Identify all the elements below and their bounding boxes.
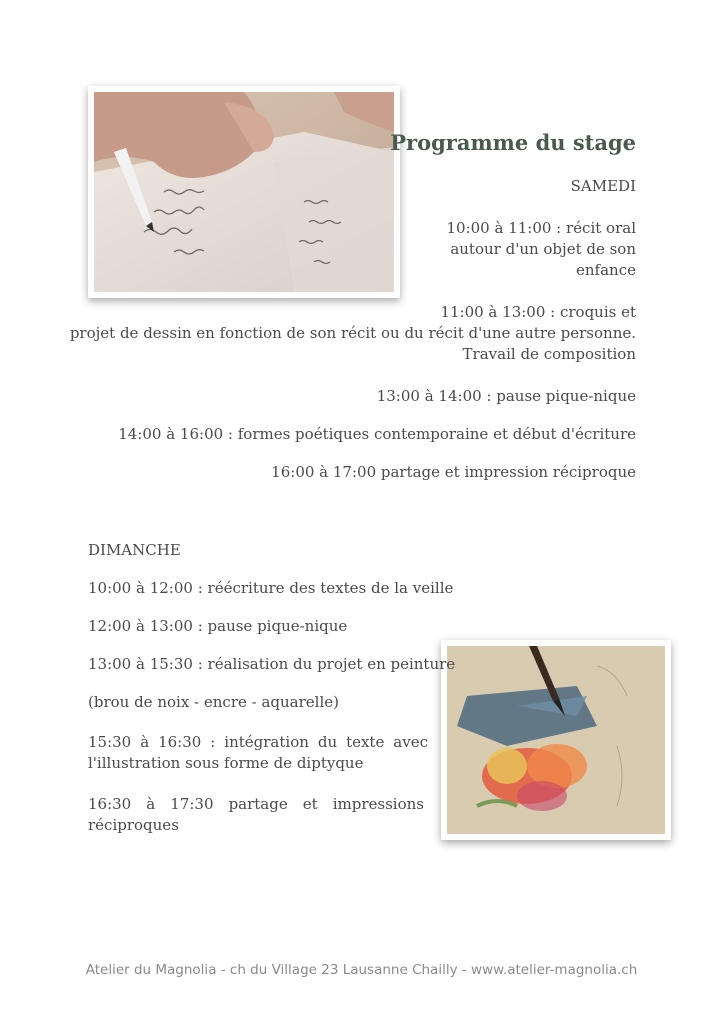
dimanche-item: 16:30 à 17:30 partage et impressions réciproques (88, 795, 424, 834)
samedi-item: 11:00 à 13:00 : croquis et projet de dessin en fonction de son récit ou du récit d'une autre personne. Travail de composition (69, 303, 636, 363)
dimanche-item: 13:00 à 15:30 : réalisation du projet en peinture (88, 655, 456, 673)
writing-photo (88, 86, 400, 298)
samedi-item: 14:00 à 16:00 : formes poétiques contemporaine et début d'écriture (118, 425, 636, 443)
dimanche-item: 12:00 à 13:00 : pause pique-nique (88, 617, 348, 635)
samedi-item: 13:00 à 14:00 : pause pique-nique (376, 387, 636, 405)
painting-photo (441, 640, 671, 840)
dimanche-item: (brou de noix - encre - aquarelle) (88, 693, 339, 711)
samedi-item: 16:00 à 17:00 partage et impression réciproque (271, 463, 636, 481)
dimanche-heading: DIMANCHE (88, 541, 181, 559)
dimanche-item: 10:00 à 12:00 : réécriture des textes de la veille (88, 579, 454, 597)
page-title: Programme du stage (390, 130, 636, 155)
dimanche-item: 15:30 à 16:30 : intégration du texte avec l'illustration sous forme de diptyque (88, 733, 428, 772)
footer-address: Atelier du Magnolia - ch du Village 23 Lausanne Chailly - www.atelier-magnolia.ch (85, 962, 638, 978)
samedi-heading: SAMEDI (570, 177, 636, 195)
samedi-item: 10:00 à 11:00 : récit oral autour d'un objet de son enfance (446, 219, 636, 279)
